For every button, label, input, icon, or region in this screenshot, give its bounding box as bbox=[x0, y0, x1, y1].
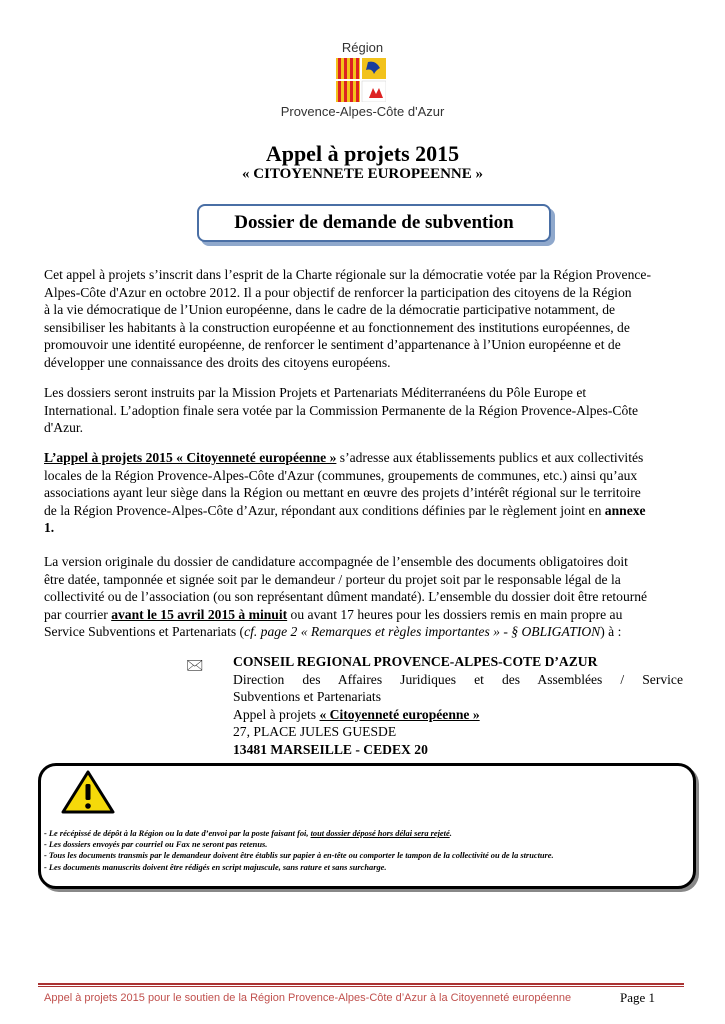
text-line bbox=[44, 502, 681, 520]
envelope-icon: 🖂 bbox=[186, 656, 204, 674]
text-line: associations ayant leur siège dans la Région ou mettant en œuvre des projets d’intérêt régional sur le territoire bbox=[44, 485, 641, 501]
text-line: sensibiliser les habitants à la construction européenne et au fonctionnement des institutions européennes, de bbox=[44, 319, 630, 335]
text-line bbox=[44, 449, 681, 467]
text-line bbox=[44, 623, 681, 641]
page-reference: cf. page 2 « Remarques et règles importantes » - § OBLIGATION bbox=[244, 624, 601, 640]
address-line: 27, PLACE JULES GUESDE bbox=[233, 724, 397, 740]
note-emphasis: tout dossier déposé hors délai sera rejeté bbox=[310, 829, 450, 838]
text-line: d'Azur. bbox=[44, 420, 84, 436]
text-line: 1. bbox=[44, 520, 55, 536]
text-fragment: ou avant 17 heures pour les dossiers remis en main propre au bbox=[287, 606, 623, 622]
note-line: - Les documents manuscrits doivent être rédigés en script majuscule, sans rature et sans surcharge. bbox=[44, 862, 387, 872]
text-fragment: . bbox=[449, 829, 452, 838]
address-line: Direction des Affaires Juridiques et des Assemblées / Service bbox=[233, 671, 683, 687]
text-line: locales de la Région Provence-Alpes-Côte d'Azur (communes, groupements de communes, etc.) ainsi qu’aux bbox=[44, 467, 638, 483]
text-line bbox=[44, 606, 681, 624]
text-line: La version originale du dossier de candidature accompagnée de l’ensemble des documents obligatoires doit bbox=[44, 554, 628, 569]
text-fragment: - Le récépissé de dépôt à la Région ou la date d’envoi par la poste faisant foi, bbox=[44, 829, 311, 838]
text-line: développer une connaissance des droits des citoyens européens. bbox=[44, 354, 391, 370]
text-fragment: s’adresse aux établissements publics et aux collectivités bbox=[336, 450, 644, 465]
text-line: promouvoir une identité européenne, de renforcer le sentiment d’appartenance à l’Union européenne et de bbox=[44, 337, 621, 353]
eligibility-paragraph bbox=[44, 449, 681, 537]
text-line: Alpes-Côte d'Azur en octobre 2012. Il a pour objectif de renforcer la participation des citoyens de la Région bbox=[44, 284, 632, 300]
warning-notes bbox=[44, 828, 684, 873]
text-line: collectivité ou de l’association (ou son représentant dûment mandaté). L’ensemble du dossier doit être retourné bbox=[44, 589, 648, 605]
note-line: - Tous les documents transmis par le demandeur doivent être établis sur papier à en-tête ou comporter le tampon de la collectivité ou de la structure. bbox=[44, 851, 554, 861]
footer-text: Appel à projets 2015 pour le soutien de la Région Provence-Alpes-Côte d’Azur à la Citoyenneté européenne bbox=[44, 992, 572, 1004]
address-line: 13481 MARSEILLE - CEDEX 20 bbox=[233, 741, 428, 757]
text-fragment: Service Subventions et Partenariats ( bbox=[44, 624, 245, 640]
call-name-link: L’appel à projets 2015 « Citoyenneté européenne » bbox=[44, 450, 337, 465]
text-fragment: par courrier bbox=[44, 606, 112, 622]
region-logo-top-text: Région bbox=[341, 40, 384, 55]
text-line: être datée, tamponnée et signée soit par le demandeur / porteur du projet soit par le responsable légal de la bbox=[44, 571, 621, 587]
address-line: CONSEIL REGIONAL PROVENCE-ALPES-COTE D’AZUR bbox=[233, 654, 598, 669]
address-line: Subventions et Partenariats bbox=[233, 689, 381, 705]
postal-address bbox=[233, 653, 683, 759]
text-line: International. L’adoption finale sera votée par la Commission Permanente de la Région Provence-Alpes-Côte bbox=[44, 402, 639, 418]
address-line bbox=[233, 706, 683, 724]
dossier-heading: Dossier de demande de subvention bbox=[234, 212, 514, 233]
dossier-heading-box bbox=[197, 204, 551, 242]
deadline-text: avant le 15 avril 2015 à minuit bbox=[111, 606, 288, 622]
footer-divider bbox=[38, 986, 684, 987]
footer-divider bbox=[38, 983, 684, 985]
call-name: « Citoyenneté européenne » bbox=[319, 706, 480, 722]
note-line: - Les dossiers envoyés par courriel ou Fax ne seront pas retenus. bbox=[44, 840, 268, 850]
text-fragment: ) à : bbox=[600, 624, 622, 640]
coat-of-arms-icon bbox=[336, 58, 386, 102]
text-fragment: de la Région Provence-Alpes-Côte d’Azur, répondant aux conditions définies par le règlement joint en bbox=[44, 502, 605, 518]
text-line: Les dossiers seront instruits par la Mission Projets et Partenariats Méditerranéens du Pôle Europe et bbox=[44, 385, 587, 400]
page-subtitle: « CITOYENNETE EUROPEENNE » bbox=[241, 166, 484, 182]
note-line bbox=[44, 828, 684, 839]
text-line: à la vie démocratique de l’Union européenne, dans le cadre de la démocratie participative notamment, de bbox=[44, 302, 616, 318]
intro-paragraph bbox=[44, 266, 681, 372]
text-line: Cet appel à projets s’inscrit dans l’esprit de la Charte régionale sur la démocratie votée par la Région Provence- bbox=[44, 267, 651, 282]
page-title: Appel à projets 2015 bbox=[265, 141, 460, 166]
instruction-paragraph bbox=[44, 384, 681, 437]
page-number: Page 1 bbox=[620, 990, 656, 1005]
submission-paragraph bbox=[44, 553, 681, 641]
text-fragment: Appel à projets bbox=[233, 706, 320, 722]
annexe-reference: annexe bbox=[604, 502, 646, 518]
warning-icon bbox=[60, 769, 116, 815]
region-logo-bottom-text: Provence-Alpes-Côte d'Azur bbox=[280, 104, 445, 119]
